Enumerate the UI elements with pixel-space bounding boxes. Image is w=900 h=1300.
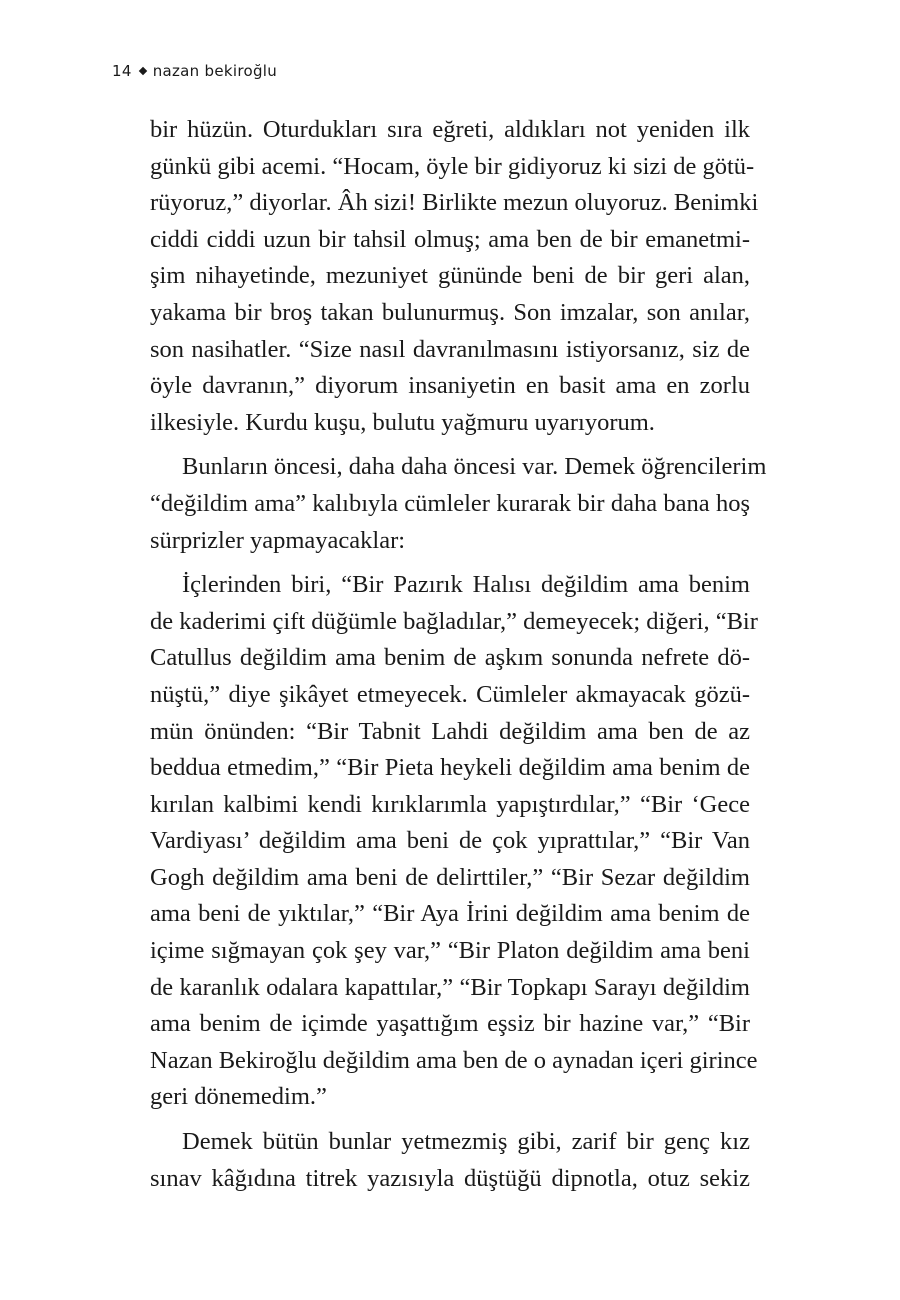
text-line: günkü gibi acemi. “Hocam, öyle bir gidiyoruz ki sizi de götü- xyxy=(150,152,755,180)
text-line: sürprizler yapmayacaklar: xyxy=(150,526,406,554)
paragraph xyxy=(150,567,758,1116)
paragraph xyxy=(150,1124,750,1197)
running-header-author: nazan bekiroğlu xyxy=(152,62,278,80)
text-line: beddua etmedim,” “Bir Pieta heykeli değildim ama benim de xyxy=(150,754,750,782)
page-number: 14 xyxy=(112,62,132,80)
paragraph xyxy=(150,112,759,441)
text-line: Nazan Bekiroğlu değildim ama ben de o aynadan içeri girince xyxy=(150,1046,758,1074)
text-line: de karanlık odalara kapattılar,” “Bir Topkapı Sarayı değildim xyxy=(150,973,750,1001)
text-line: İçlerinden biri, “Bir Pazırık Halısı değildim ama benim xyxy=(182,571,750,599)
paragraph xyxy=(150,449,767,559)
text-line: nüştü,” diye şikâyet etmeyecek. Cümleler akmayacak gözü- xyxy=(150,680,750,708)
text-line: Catullus değildim ama benim de aşkım sonunda nefrete dö- xyxy=(150,644,750,672)
text-line: ciddi ciddi uzun bir tahsil olmuş; ama ben de bir emanetmi- xyxy=(150,225,750,253)
page-body-text xyxy=(150,112,767,1197)
text-line: bir hüzün. Oturdukları sıra eğreti, aldıkları not yeniden ilk xyxy=(150,116,750,143)
text-line: sınav kâğıdına titrek yazısıyla düştüğü dipnotla, otuz sekiz xyxy=(150,1164,750,1192)
diamond-separator-icon xyxy=(138,67,146,75)
text-line: öyle davranın,” diyorum insaniyetin en basit ama en zorlu xyxy=(150,372,750,400)
text-line: ama benim de içimde yaşattığım eşsiz bir hazine var,” “Bir xyxy=(150,1010,750,1038)
text-line: kırılan kalbimi kendi kırıklarımla yapıştırdılar,” “Bir ‘Gece xyxy=(150,790,750,818)
text-line: mün önünden: “Bir Tabnit Lahdi değildim ama ben de az xyxy=(150,717,750,745)
text-line: de kaderimi çift düğümle bağladılar,” demeyecek; diğeri, “Bir xyxy=(150,607,758,635)
text-line: ilkesiyle. Kurdu kuşu, bulutu yağmuru uyarıyorum. xyxy=(150,408,655,436)
text-line: “değildim ama” kalıbıyla cümleler kurarak bir daha bana hoş xyxy=(150,489,750,517)
text-line: Vardiyası’ değildim ama beni de çok yıprattılar,” “Bir Van xyxy=(150,827,750,855)
text-line: yakama bir broş takan bulunurmuş. Son imzalar, son anılar, xyxy=(150,298,750,326)
text-line: son nasihatler. “Size nasıl davranılmasını istiyorsanız, siz de xyxy=(150,335,750,363)
text-line: Bunların öncesi, daha daha öncesi var. Demek öğrencilerim xyxy=(182,453,767,481)
text-line: şim nihayetinde, mezuniyet gününde beni de bir geri alan, xyxy=(150,262,750,290)
text-line: Demek bütün bunlar yetmezmiş gibi, zarif bir genç kız xyxy=(182,1128,750,1156)
running-header xyxy=(112,62,277,80)
text-line: rüyoruz,” diyorlar. Âh sizi! Birlikte mezun oluyoruz. Benimki xyxy=(150,189,759,217)
text-line: geri dönemedim.” xyxy=(150,1083,327,1111)
text-line: ama beni de yıktılar,” “Bir Aya İrini değildim ama benim de xyxy=(150,900,750,928)
text-line: içime sığmayan çok şey var,” “Bir Platon değildim ama beni xyxy=(150,937,750,965)
text-line: Gogh değildim ama beni de delirttiler,” “Bir Sezar değildim xyxy=(150,863,750,891)
